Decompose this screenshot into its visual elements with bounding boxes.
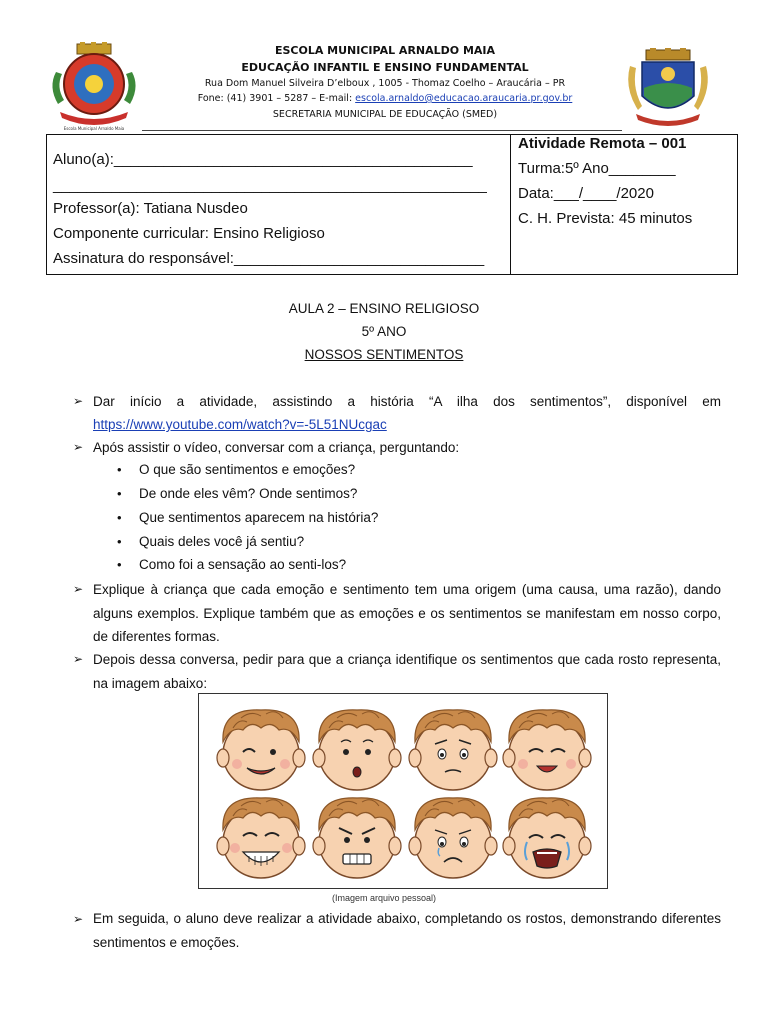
question-3: Que sentimentos aparecem na história? xyxy=(139,510,379,525)
header-rule xyxy=(142,130,622,131)
instruction-5: Em seguida, o aluno deve realizar a atividade abaixo, completando os rostos, demonstrando diferentes sentimentos e emoções. xyxy=(93,911,721,950)
image-caption: (Imagem arquivo pessoal) xyxy=(331,893,437,903)
email-link[interactable]: escola.arnaldo@educacao.araucaria.pr.gov.br xyxy=(355,93,573,104)
crest-caption: Escola Municipal Arnaldo Maia xyxy=(63,126,125,131)
face-angry xyxy=(313,798,401,878)
school-level: EDUCAÇÃO INFANTIL E ENSINO FUNDAMENTAL xyxy=(241,61,529,74)
class-field[interactable]: Turma:5º Ano________ xyxy=(518,160,676,177)
student-info-box xyxy=(46,134,738,275)
workload-field: C. H. Prevista: 45 minutos xyxy=(518,210,693,227)
bullet-dot-icon: • xyxy=(117,534,122,549)
date-field[interactable]: Data:___/____/2020 xyxy=(518,185,654,202)
youtube-link[interactable]: https://www.youtube.com/watch?v=-5L51NUcgac xyxy=(93,417,387,432)
bullet-dot-icon: • xyxy=(117,557,122,572)
bullet-dot-icon: • xyxy=(117,486,122,501)
arrow-bullet-icon: ➢ xyxy=(73,582,84,596)
face-sad xyxy=(409,798,497,878)
face-worried xyxy=(409,710,497,790)
face-surprised xyxy=(313,710,401,790)
lesson-title: AULA 2 – ENSINO RELIGIOSO xyxy=(288,301,480,316)
instruction-4: Depois dessa conversa, pedir para que a criança identifique os sentimentos que cada rosto representa, na imagem abaixo: xyxy=(93,652,721,691)
teacher-field: Professor(a): Tatiana Nusdeo xyxy=(53,200,248,217)
lesson-topic: NOSSOS SENTIMENTOS xyxy=(304,347,464,362)
activity-number: Atividade Remota – 001 xyxy=(518,135,687,152)
arrow-bullet-icon: ➢ xyxy=(73,394,84,408)
instruction-2: Após assistir o vídeo, conversar com a criança, perguntando: xyxy=(93,440,460,455)
phone-text: Fone: (41) 3901 – 5287 – E-mail: xyxy=(197,93,356,104)
face-laughing xyxy=(503,710,591,790)
faces-illustration xyxy=(199,694,607,888)
box-divider xyxy=(510,135,511,274)
school-address: Rua Dom Manuel Silveira D’elboux , 1005 - Thomaz Coelho – Araucária – PR xyxy=(204,78,566,89)
arrow-bullet-icon: ➢ xyxy=(73,652,84,666)
question-4: Quais deles você já sentiu? xyxy=(139,534,305,549)
face-crying xyxy=(503,798,591,878)
question-2: De onde eles vêm? Onde sentimos? xyxy=(139,486,358,501)
face-happy xyxy=(217,710,305,790)
instruction-3: Explique à criança que cada emoção e sentimento tem uma origem (uma causa, uma razão), dando alguns exemplos. Explique também que as emoções e os sentimentos se manifestam em nosso corpo, de diferentes formas. xyxy=(93,582,721,644)
lesson-grade: 5º ANO xyxy=(361,324,407,339)
question-5: Como foi a sensação ao senti-los? xyxy=(139,557,347,572)
face-grinning xyxy=(217,798,305,878)
school-contact xyxy=(150,93,620,104)
emotion-faces-image xyxy=(198,693,608,889)
secretariat: SECRETARIA MUNICIPAL DE EDUCAÇÃO (SMED) xyxy=(272,109,498,120)
municipal-crest-left xyxy=(42,42,146,134)
student-name-line2[interactable]: ____________________________________________________ xyxy=(53,177,487,194)
bullet-dot-icon: • xyxy=(117,510,122,525)
student-name-field[interactable]: Aluno(a):___________________________________________ xyxy=(53,151,473,168)
subject-field: Componente curricular: Ensino Religioso xyxy=(53,225,325,242)
instruction-1: Dar início a atividade, assistindo a história “A ilha dos sentimentos”, disponível em xyxy=(93,394,721,409)
municipal-crest-right xyxy=(622,48,714,130)
arrow-bullet-icon: ➢ xyxy=(73,440,84,454)
bullet-dot-icon: • xyxy=(117,462,122,477)
arrow-bullet-icon: ➢ xyxy=(73,912,84,926)
school-name: ESCOLA MUNICIPAL ARNALDO MAIA xyxy=(274,44,496,57)
question-1: O que são sentimentos e emoções? xyxy=(139,462,356,477)
signature-field[interactable]: Assinatura do responsável:______________________________ xyxy=(53,250,485,267)
